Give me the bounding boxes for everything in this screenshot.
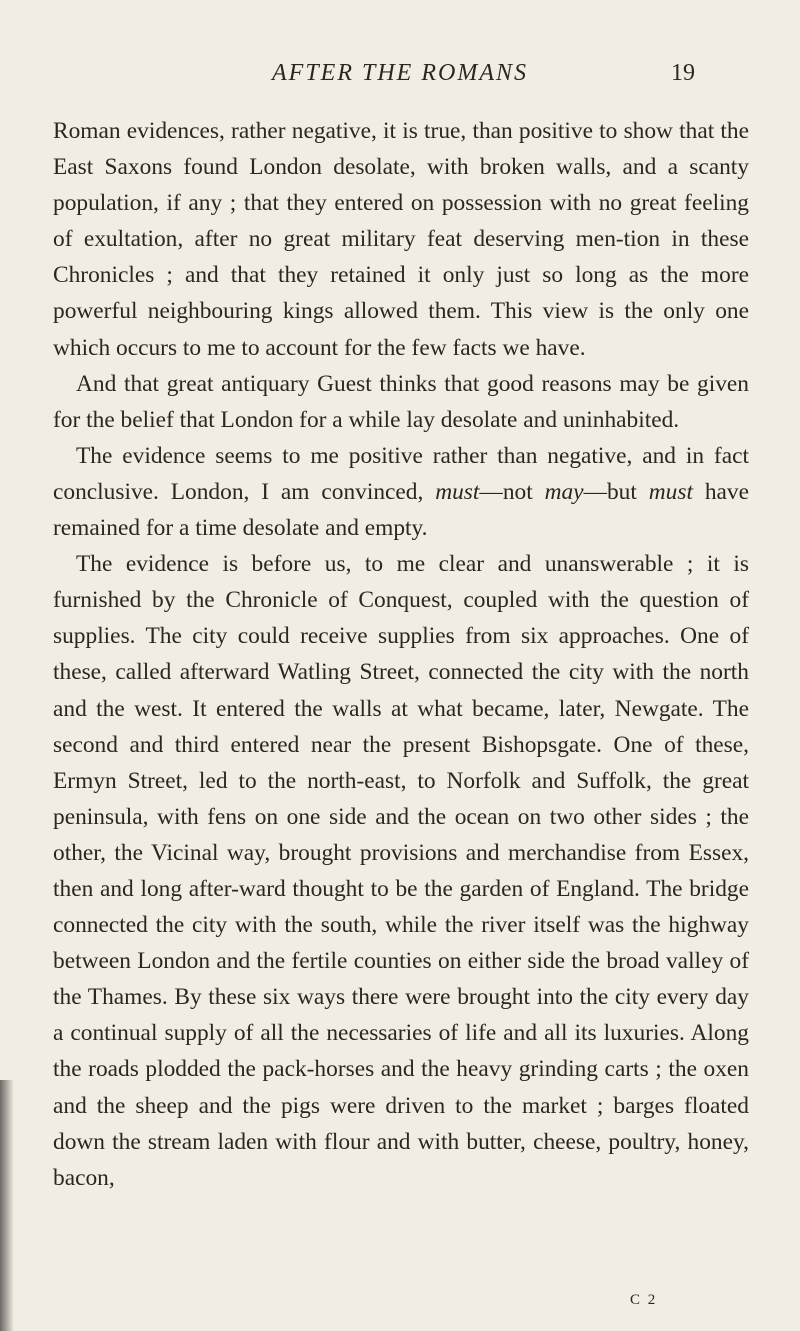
paragraph-3	[53, 438, 749, 546]
emphasis-must: must	[435, 478, 480, 505]
emphasis-may: may	[544, 478, 584, 505]
paragraph-3-text-b: —not	[479, 478, 545, 505]
paragraph-4: The evidence is before us, to me clear and unanswerable ; it is furnished by the Chronicle of Conquest, coupled with the question of supplies. The city could receive supplies from six approaches. One of these, called afterward Watling Street, connected the city with the north and the west. It entered the walls at what became, later, Newgate. The second and third entered near the present Bishopsgate. One of these, Ermyn Street, led to the north-east, to Norfolk and Suffolk, the great peninsula, with fens on one side and the ocean on two other sides ; the other, the Vicinal way, brought provisions and merchandise from Essex, then and long after-ward thought to be the garden of England. The bridge connected the city with the south, while the river itself was the highway between London and the fertile counties on either side the broad valley of the Thames. By these six ways there were brought into the city every day a continual supply of all the necessaries of life and all its luxuries. Along the roads plodded the pack-horses and the heavy grinding carts ; the oxen and the sheep and the pigs were driven to the market ; barges floated down the stream laden with flour and with butter, cheese, poultry, honey, bacon,	[53, 551, 749, 1191]
paragraph-2: And that great antiquary Guest thinks that good reasons may be given for the belief that London for a while lay desolate and uninhabited.	[53, 370, 749, 433]
running-head: AFTER THE ROMANS	[272, 60, 528, 86]
body-text	[53, 113, 749, 1196]
page-edge-shadow	[0, 1080, 14, 1331]
page-header	[0, 60, 800, 96]
emphasis-must-2: must	[648, 478, 693, 505]
paragraph-3-text-c: —but	[583, 478, 649, 505]
page-number: 19	[671, 60, 695, 86]
paragraph-3-text-d: have remained for a time desolate and empty.	[53, 478, 749, 542]
paragraph-3-text-a: The evidence seems to me positive rather than negative, and in fact conclusive. London, I am convinced,	[53, 442, 749, 505]
signature-mark: C 2	[630, 1292, 658, 1308]
paragraph-1: Roman evidences, rather negative, it is true, than positive to show that the East Saxons found London desolate, with broken walls, and a scanty population, if any ; that they entered on possession with no great feeling of exultation, after no great military feat deserving men-tion in these Chronicles ; and that they retained it only just so long as the more powerful neighbouring kings allowed them. This view is the only one which occurs to me to account for the few facts we have.	[53, 118, 749, 361]
